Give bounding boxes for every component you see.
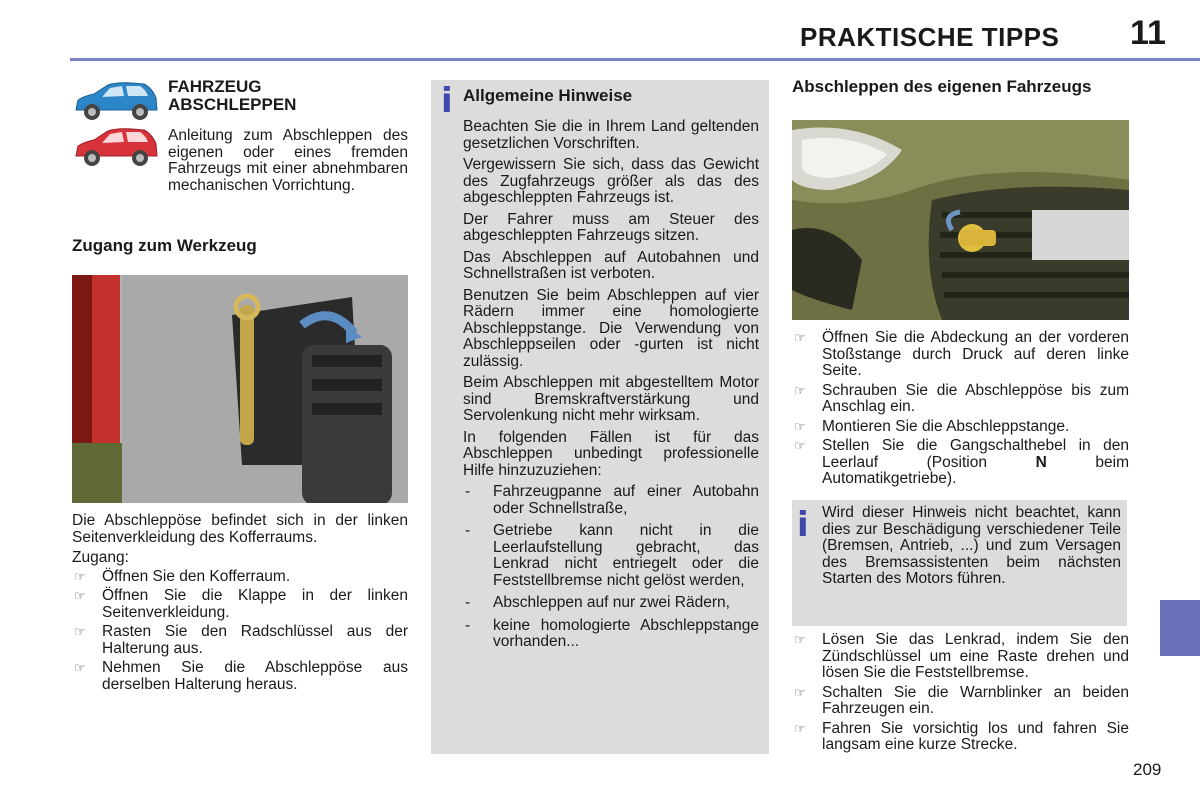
pointing-hand-icon: ☞: [794, 632, 806, 647]
towing-final-steps: [792, 632, 1129, 757]
note-paragraph: Das Abschleppen auf Autobahnen und Schnellstraßen ist verboten.: [463, 248, 759, 282]
tool-access-text: [72, 513, 408, 696]
note-paragraph: Vergewissern Sie sich, dass das Gewicht des Zugfahrzeugs größer als das des abgeschleppten Fahrzeugs ist.: [463, 156, 759, 206]
pointing-hand-icon: ☞: [74, 624, 86, 639]
chapter-side-tab: [1160, 600, 1200, 656]
info-icon: i: [797, 505, 809, 545]
professional-help-cases: [463, 484, 759, 651]
pointing-hand-icon: ☞: [74, 568, 86, 584]
pointing-hand-icon: ☞: [794, 684, 806, 700]
header-rule: [70, 58, 1200, 61]
pointing-hand-icon: ☞: [794, 382, 806, 398]
list-item: ☞ Rasten Sie den Radschlüssel aus der Halterung aus.: [74, 623, 408, 657]
general-notes-body: [463, 119, 759, 657]
section-title-line1: FAHRZEUG: [168, 77, 262, 96]
list-item: - Getriebe kann nicht in die Leerlaufstellung gebracht, das Lenkrad nicht entriegelt oder die Feststellbremse nicht gelöst werden,: [465, 522, 759, 589]
list-item: ☞ Öffnen Sie die Klappe in der linken Seitenverkleidung.: [74, 587, 408, 621]
page-number: 209: [1133, 760, 1162, 779]
towed-car-icon: [72, 80, 160, 124]
pointing-hand-icon: ☞: [74, 588, 86, 603]
warning-text: Wird dieser Hinweis nicht beachtet, kann dies zur Beschädigung verschiedener Teile (Bremsen, Antrieb, ...) und zum Versagen des Bremsassistenten beim nächsten Starten des Motors führen.: [822, 504, 1121, 587]
list-item: - Fahrzeugpanne auf einer Autobahn oder Schnellstraße,: [465, 483, 759, 517]
list-item: ☞ Montieren Sie die Abschleppstange.: [794, 417, 1070, 435]
list-item: - keine homologierte Abschleppstange vorhanden...: [465, 616, 759, 650]
list-item: ☞ Fahren Sie vorsichtig los und fahren Sie langsam eine kurze Strecke.: [794, 719, 1129, 753]
info-icon: i: [441, 81, 453, 121]
pointing-hand-icon: ☞: [794, 720, 806, 736]
pointing-hand-icon: ☞: [794, 418, 806, 434]
gear-position-n: N: [1035, 453, 1047, 471]
pointing-hand-icon: ☞: [794, 330, 806, 345]
note-paragraph: Beachten Sie die in Ihrem Land geltenden gesetzlichen Vorschriften.: [463, 118, 759, 152]
tool-access-heading: Zugang zum Werkzeug: [72, 236, 257, 255]
pointing-hand-icon: ☞: [74, 660, 86, 675]
pointing-hand-icon: ☞: [794, 438, 806, 453]
note-paragraph: Beim Abschleppen mit abgestelltem Motor sind Bremskraftverstärkung und Servolenkung nicht mehr wirksam.: [463, 374, 759, 424]
tool-location-paragraph: Die Abschleppöse befindet sich in der linken Seitenverkleidung des Kofferraums.: [72, 512, 408, 546]
list-item: ☞ Schrauben Sie die Abschleppöse bis zum Anschlag ein.: [794, 381, 1129, 415]
chapter-number: 11: [1130, 14, 1166, 52]
towing-car-icon: [72, 126, 160, 170]
front-bumper-photo: [792, 120, 1129, 320]
own-vehicle-steps: [792, 330, 1129, 491]
section-title: [168, 78, 378, 114]
note-paragraph: Der Fahrer muss am Steuer des abgeschleppten Fahrzeugs sitzen.: [463, 210, 759, 244]
access-label: Zugang:: [72, 549, 129, 566]
list-item: ☞ Lösen Sie das Lenkrad, indem Sie den Zündschlüssel um eine Raste drehen und lösen Sie die Feststellbremse.: [794, 631, 1129, 681]
note-paragraph: In folgenden Fällen ist für das Abschleppen unbedingt professionelle Hilfe hinzuzuziehen:: [463, 428, 759, 479]
section-description: Anleitung zum Abschleppen des eigenen oder eines fremden Fahrzeugs mit einer abnehmbaren mechanischen Vorrichtung.: [168, 127, 408, 194]
list-item: ☞ Öffnen Sie die Abdeckung an der vorderen Stoßstange durch Druck auf deren linke Seite.: [794, 329, 1129, 379]
list-item: ☞ Stellen Sie die Gangschalthebel in den Leerlauf (Position N beim Automatikgetriebe).: [794, 437, 1130, 487]
section-title-line2: ABSCHLEPPEN: [168, 95, 297, 114]
list-item: ☞ Schalten Sie die Warnblinker an beiden Fahrzeugen ein.: [794, 683, 1129, 717]
general-notes-title: Allgemeine Hinweise: [463, 86, 633, 105]
list-item: ☞ Nehmen Sie die Abschleppöse aus derselben Halterung heraus.: [74, 659, 408, 693]
note-paragraph: Benutzen Sie beim Abschleppen auf vier Rädern immer eine homologierte Abschleppstange. Die Verwendung von Abschleppseilen oder -gurten ist nicht zulässig.: [463, 286, 759, 370]
trunk-tool-photo: [72, 275, 408, 503]
list-item: - Abschleppen auf nur zwei Rädern,: [465, 594, 730, 611]
list-item: ☞ Öffnen Sie den Kofferraum.: [74, 567, 291, 585]
page-title: PRAKTISCHE TIPPS: [800, 22, 1060, 52]
own-vehicle-heading: Abschleppen des eigenen Fahrzeugs: [792, 77, 1092, 96]
tool-access-steps: [72, 569, 408, 694]
